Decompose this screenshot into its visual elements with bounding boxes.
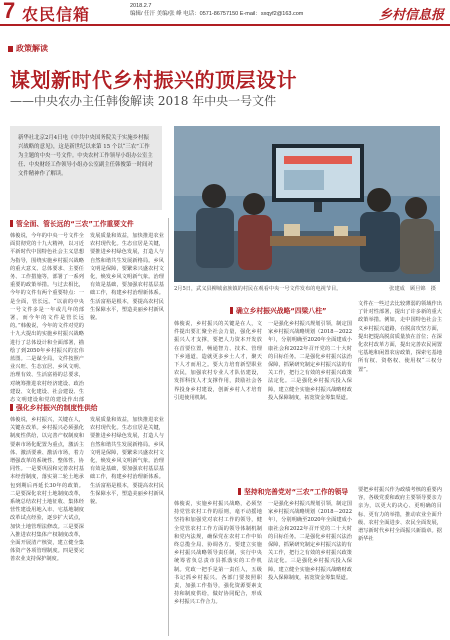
- issue-date: 2018.2.7: [130, 3, 152, 9]
- masthead-meta: [130, 2, 303, 18]
- article-col-1: 韩俊说，今年的中央一号文件全面贯彻党的十九大精神，以习近平新时代中国特色社会主义思想为指导，围绕实施乡村振兴战略的重大意义、总体要求、主要任务、工作措施等，部署了一系列重要的政策举措。与过去相比，今年的文件有两个重要特点：一是全面，管长远。“以前的中央一号文件多是一年或几年的部署，而今年的文件是管长远的。”韩俊说，今年的文件对党的十九大提出的实施乡村振兴战略进行了总体设计和全面部署，描绘了到2050年乡村振兴的宏伟蓝图。二是谋全局。文件按照产业兴旺、生态宜居、乡风文明、治理有效、生活富裕的总要求，对统筹推进农村经济建设、政治建设、文化建设、社会建设、生态文明建设和党的建设作出部: [10, 233, 84, 404]
- subheading-4: 坚持和完善党对“三农”工作的领导: [238, 486, 348, 496]
- masthead: [0, 0, 450, 26]
- subheading-1: 管全面、管长远的“三农”工作重要文件: [10, 218, 134, 228]
- intro-box: 新华社北京2月4日电《中共中央国务院关于实施乡村振兴战略的意见》，这是新世纪以来第 15 个以“三农”工作为主题的中央一号文件。中央农村工作领导小组办公室主任、中央财经工作领导小组办公室副主任韩俊第一时间对文件精神作了解读。: [10, 126, 162, 210]
- subheading-2: 强化乡村振兴的制度性供给: [10, 402, 98, 412]
- page-number: 7: [3, 0, 16, 23]
- subheading-3: 确立乡村振兴战略“四梁八柱”: [230, 305, 327, 315]
- photo-caption: [174, 285, 440, 292]
- editor-contact: 编辑/ 任汗 美编/张 峰 电话：0571-86757150 E-mail：sxqyf2@163.com: [130, 11, 304, 17]
- article-col-9: 一是强化乡村振兴规划引领，制定国家乡村振兴战略规划（2018－2022年），分别明确至2020年全面建成小康社会和2022年召开党的二十大时的目标任务。二是强化乡村振兴法治保障，抓紧研究制定乡村振兴法的有关工作，把行之有效的乡村振兴政策法定化。三是强化乡村振兴投入保障，建立健全实施乡村振兴战略财政投入保障制度，拓宽资金筹集渠道。: [268, 501, 352, 581]
- photo-illustration: [174, 126, 440, 282]
- subheadline: ——中央农办主任韩俊解读 2018 年中央一号文件: [10, 94, 277, 108]
- article-col-7: 文件在一些过去比较薄弱的领域作出了针对性部署，提出了许多新的重大政策举措。例如，走中国特色社会主义乡村振兴道路，在脱贫攻坚方面，提出把提高脱贫质量放在首位；在深化农村改革方面，提出完善农民闲置宅基地和闲置农房政策，探索宅基地所有权、资格权、使用权“三权分置”。: [358, 301, 442, 373]
- caption-text: 2月5日，武义县柳城畲族镇的村民在观看中央一号文件发布的电视节目。: [174, 286, 342, 292]
- headline: 谋划新时代乡村振兴的顶层设计: [10, 68, 297, 92]
- paper-logo: 乡村信息报: [378, 8, 444, 23]
- article-col-6: 一是强化乡村振兴规划引领，制定国家乡村振兴战略规划（2018－2022年），分别明确至2020年全面建成小康社会和2022年召开党的二十大时的目标任务。二是强化乡村振兴法治保障，抓紧研究制定乡村振兴法的有关工作，把行之有效的乡村振兴政策法定化。三是强化乡村振兴投入保障，建立健全实施乡村振兴战略财政投入保障制度，拓宽资金筹集渠道。: [268, 321, 352, 401]
- news-photo: [174, 126, 440, 282]
- column-divider: [168, 218, 169, 636]
- column-title: 农民信箱: [22, 5, 91, 24]
- article-col-2: 发展质量和效益，加快推进农业农村现代化。生态宜居是关键，要推进乡村绿色发展，打造人与自然和谐共生发展新格局。乡风文明是保障，要繁荣兴盛农村文化，焕发乡风文明新气象。治理有效是基础，要加强农村基层基础工作，构建乡村治理新体系。生活富裕是根本，要提高农村民生保障水平，塑造美丽乡村新风貌。: [90, 233, 164, 322]
- article-col-4: 发展质量和效益，加快推进农业农村现代化。生态宜居是关键，要推进乡村绿色发展，打造人与自然和谐共生发展新格局。乡风文明是保障，要繁荣兴盛农村文化，焕发乡风文明新气象。治理有效是基础，要加强农村基层基础工作，构建乡村治理新体系。生活富裕是根本，要提高农村民生保障水平，塑造美丽乡村新风貌。: [90, 417, 164, 506]
- article-col-10: 要把乡村振兴作为政绩考核的重要内容，各级党委和政府主要领导要亲力亲为，以更大的决心、更明确的目标、更有力的举措，推动农业全面升级、农村全面进步、农民全面发展，谱写新时代乡村全面振兴新篇章。据新华社: [358, 487, 442, 543]
- article-col-8: 韩俊说，实施乡村振兴战略，必须坚持党管农村工作的原则，毫不动摇地坚持和加强党对农村工作的领导，健全党管农村工作方面的领导体制机制和党内法规，确保党在农村工作中始终总揽全局、协调各方。要建立实施乡村振兴战略领导责任制，实行中央统筹省负总责市县抓落实的工作机制。党政一把手是第一责任人，五级书记抓乡村振兴。各部门要按照职责，加强工作指导，强化资源要素支持和制度供给，做好协同配合，形成乡村振兴工作合力。: [174, 501, 262, 606]
- section-tag: 政策解读: [8, 44, 52, 54]
- article-col-3: 韩俊说，乡村振兴，关键在人，关键在改革。乡村振兴必须强化制度性供给，以完善产权制度和要素市场化配置为重点，激活主体、激活要素、激活市场，着力增强改革的系统性、整体性、协同性。一是要巩固和完善农村基本经营制度，落实第二轮土地承包到期后再延长30年的政策。二是要深化农村土地制度改革，系统总结农村土地征收、集体经营性建设用地入市、宅基地制度改革试点经验，逐步扩大试点，加快土地管理法修改。三是要深入推进农村集体产权制度改革，全面开展清产核资，建立健全集体资产各项管理制度。四是要完善农业支持保护制度。: [10, 417, 84, 563]
- photo-credit: 张建成 顾旦锦 摄: [389, 286, 436, 292]
- article-col-5: 韩俊说，乡村振兴的关键是在人，文件提出要汇聚全社会力量，强化乡村振兴人才支撑，要把人力资本开发放在首要位置，畅通智力、技术、管理下乡通道，造就更多乡土人才，聚天下人才而用之。要大力培育新型职业农民，加强农村专业人才队伍建设，发挥科技人才支撑作用，鼓励社会各界投身乡村建设，创新乡村人才培育引进使用机制。: [174, 321, 262, 401]
